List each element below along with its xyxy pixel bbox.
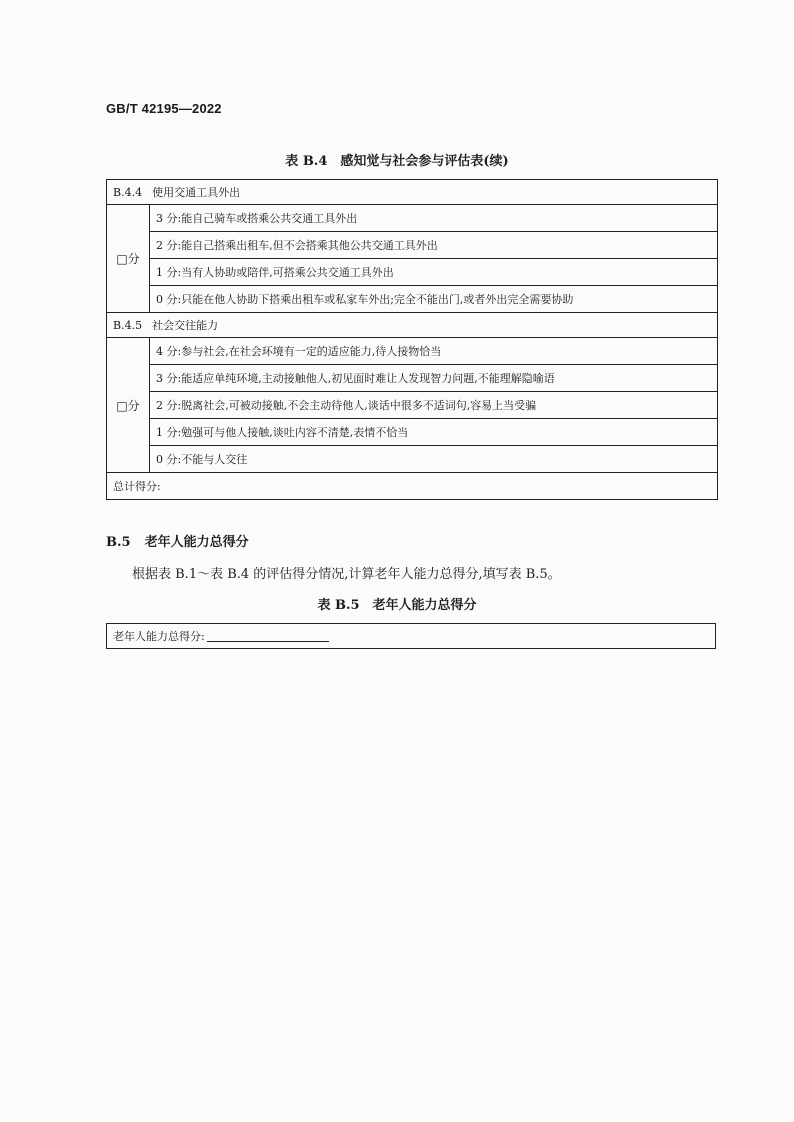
section-header-row	[107, 180, 718, 205]
option-text: 0 分:只能在他人协助下搭乘出租车或私家车外出;完全不能出门,或者外出完全需要协助	[150, 286, 718, 313]
option-row	[107, 259, 718, 286]
score-checkbox-b445[interactable]: □分	[107, 338, 150, 473]
total-ability-label: 老年人能力总得分:	[113, 630, 205, 643]
section-header-row	[107, 313, 718, 338]
option-row	[107, 286, 718, 313]
section-header-b445	[107, 313, 718, 338]
option-row	[107, 419, 718, 446]
option-text: 3 分:能自己骑车或搭乘公共交通工具外出	[150, 205, 718, 232]
option-row	[107, 392, 718, 419]
total-row	[107, 473, 718, 500]
section-code: B.4.5	[113, 319, 143, 332]
option-text: 3 分:能适应单纯环境,主动接触他人,初见面时难让人发现智力问题,不能理解隐喻语	[150, 365, 718, 392]
total-score-field[interactable]: 总计得分:	[107, 473, 718, 500]
option-text: 1 分:当有人协助或陪伴,可搭乘公共交通工具外出	[150, 259, 718, 286]
option-text: 1 分:勉强可与他人接触,谈吐内容不清楚,表情不恰当	[150, 419, 718, 446]
option-text: 0 分:不能与人交往	[150, 446, 718, 473]
total-ability-blank[interactable]	[207, 630, 329, 642]
section-code: B.4.4	[113, 186, 143, 199]
table-b4-title: 表 B.4 感知觉与社会参与评估表(续)	[285, 154, 509, 169]
body-paragraph: 根据表 B.1～表 B.4 的评估得分情况,计算老年人能力总得分,填写表 B.5。	[132, 567, 561, 582]
option-text: 2 分:脱离社会,可被动接触,不会主动待他人,谈话中很多不适词句,容易上当受骗	[150, 392, 718, 419]
option-row	[107, 232, 718, 259]
score-checkbox-b444[interactable]: □分	[107, 205, 150, 313]
section-header-b444	[107, 180, 718, 205]
option-row	[107, 446, 718, 473]
option-row	[107, 338, 718, 365]
section-title: 社会交往能力	[152, 319, 219, 332]
standard-code: GB/T 42195—2022	[106, 101, 222, 116]
section-heading-title: 老年人能力总得分	[144, 535, 249, 550]
table-b5	[106, 623, 716, 649]
section-heading-b5	[106, 531, 249, 550]
option-text: 4 分:参与社会,在社会环境有一定的适应能力,待人接物恰当	[150, 338, 718, 365]
section-number: B.5	[106, 535, 131, 550]
option-row	[107, 205, 718, 232]
option-row	[107, 365, 718, 392]
assessment-table-b4	[106, 179, 718, 500]
section-title: 使用交通工具外出	[152, 186, 241, 199]
option-text: 2 分:能自己搭乘出租车,但不会搭乘其他公共交通工具外出	[150, 232, 718, 259]
table-b5-title: 表 B.5 老年人能力总得分	[317, 598, 477, 613]
